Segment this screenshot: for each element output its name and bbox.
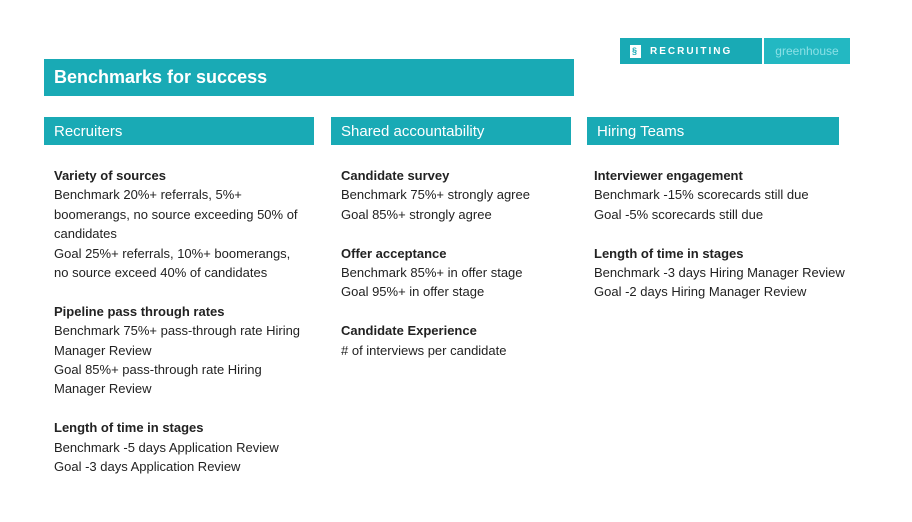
section-interviewer-engagement: [594, 166, 894, 224]
section-pipeline-pass-through-rates: [54, 302, 324, 399]
section-line: Goal -3 days Application Review: [54, 459, 241, 475]
section-offer-acceptance: [341, 244, 576, 302]
section-line: Goal 85%+ strongly agree: [341, 206, 492, 222]
section-title: Length of time in stages: [594, 245, 744, 261]
section-line: Goal 25%+ referrals, 10%+ boomerangs,: [54, 245, 291, 261]
section-line: Goal 95%+ in offer stage: [341, 284, 485, 300]
page-title-text: Benchmarks for success: [54, 67, 268, 87]
page-title: [44, 59, 574, 96]
section-line: Benchmark 75%+ pass-through rate Hiring: [54, 323, 301, 339]
column-header-hiring-teams: [587, 117, 839, 145]
column-recruiters: [54, 166, 324, 496]
section-line: candidates: [54, 226, 117, 242]
section-title: Variety of sources: [54, 168, 166, 183]
section-candidate-experience: [341, 321, 576, 360]
column-shared-accountability: [341, 166, 576, 379]
section-line: Manager Review: [54, 342, 152, 358]
greenhouse-logo-icon: §: [631, 46, 639, 56]
section-line: Manager Review: [54, 381, 152, 397]
section-title: Candidate survey: [341, 168, 450, 183]
column-header-recruiters: [44, 117, 314, 145]
section-line: Benchmark -5 days Application Review: [54, 439, 279, 455]
section-line: Goal -2 days Hiring Manager Review: [594, 284, 807, 300]
section-line: boomerangs, no source exceeding 50% of: [54, 206, 298, 222]
section-line: Goal -5% scorecards still due: [594, 206, 764, 222]
brand-recruiting-label: RECRUITING: [650, 45, 733, 57]
column-header-label: Recruiters: [54, 122, 123, 140]
brand-logo: [620, 38, 850, 64]
column-header-shared-accountability: [331, 117, 571, 145]
section-title: Length of time in stages: [54, 420, 204, 436]
section-length-of-time-in-stages: [594, 244, 894, 302]
section-line: Benchmark -3 days Hiring Manager Review: [594, 265, 845, 281]
column-hiring-teams: [594, 166, 894, 321]
section-title: Pipeline pass through rates: [54, 303, 225, 319]
section-candidate-survey: [341, 166, 576, 224]
section-title: Candidate Experience: [341, 323, 477, 339]
section-line: Benchmark 85%+ in offer stage: [341, 265, 523, 281]
brand-recruiting: [620, 38, 762, 64]
section-line: Benchmark 75%+ strongly agree: [341, 187, 530, 203]
column-header-label: Shared accountability: [341, 122, 485, 140]
column-header-label: Hiring Teams: [597, 122, 685, 140]
section-line: Goal 85%+ pass-through rate Hiring: [54, 362, 262, 378]
section-title: Offer acceptance: [341, 245, 447, 261]
section-line: Benchmark -15% scorecards still due: [594, 187, 809, 203]
brand-greenhouse: [764, 38, 850, 64]
section-length-of-time-in-stages: [54, 418, 324, 476]
section-line: no source exceed 40% of candidates: [54, 265, 268, 281]
section-title: Interviewer engagement: [594, 168, 743, 183]
brand-greenhouse-label: greenhouse: [775, 44, 839, 58]
section-variety-of-sources: [54, 166, 324, 282]
section-line: # of interviews per candidate: [341, 342, 507, 358]
section-line: Benchmark 20%+ referrals, 5%+: [54, 187, 242, 203]
